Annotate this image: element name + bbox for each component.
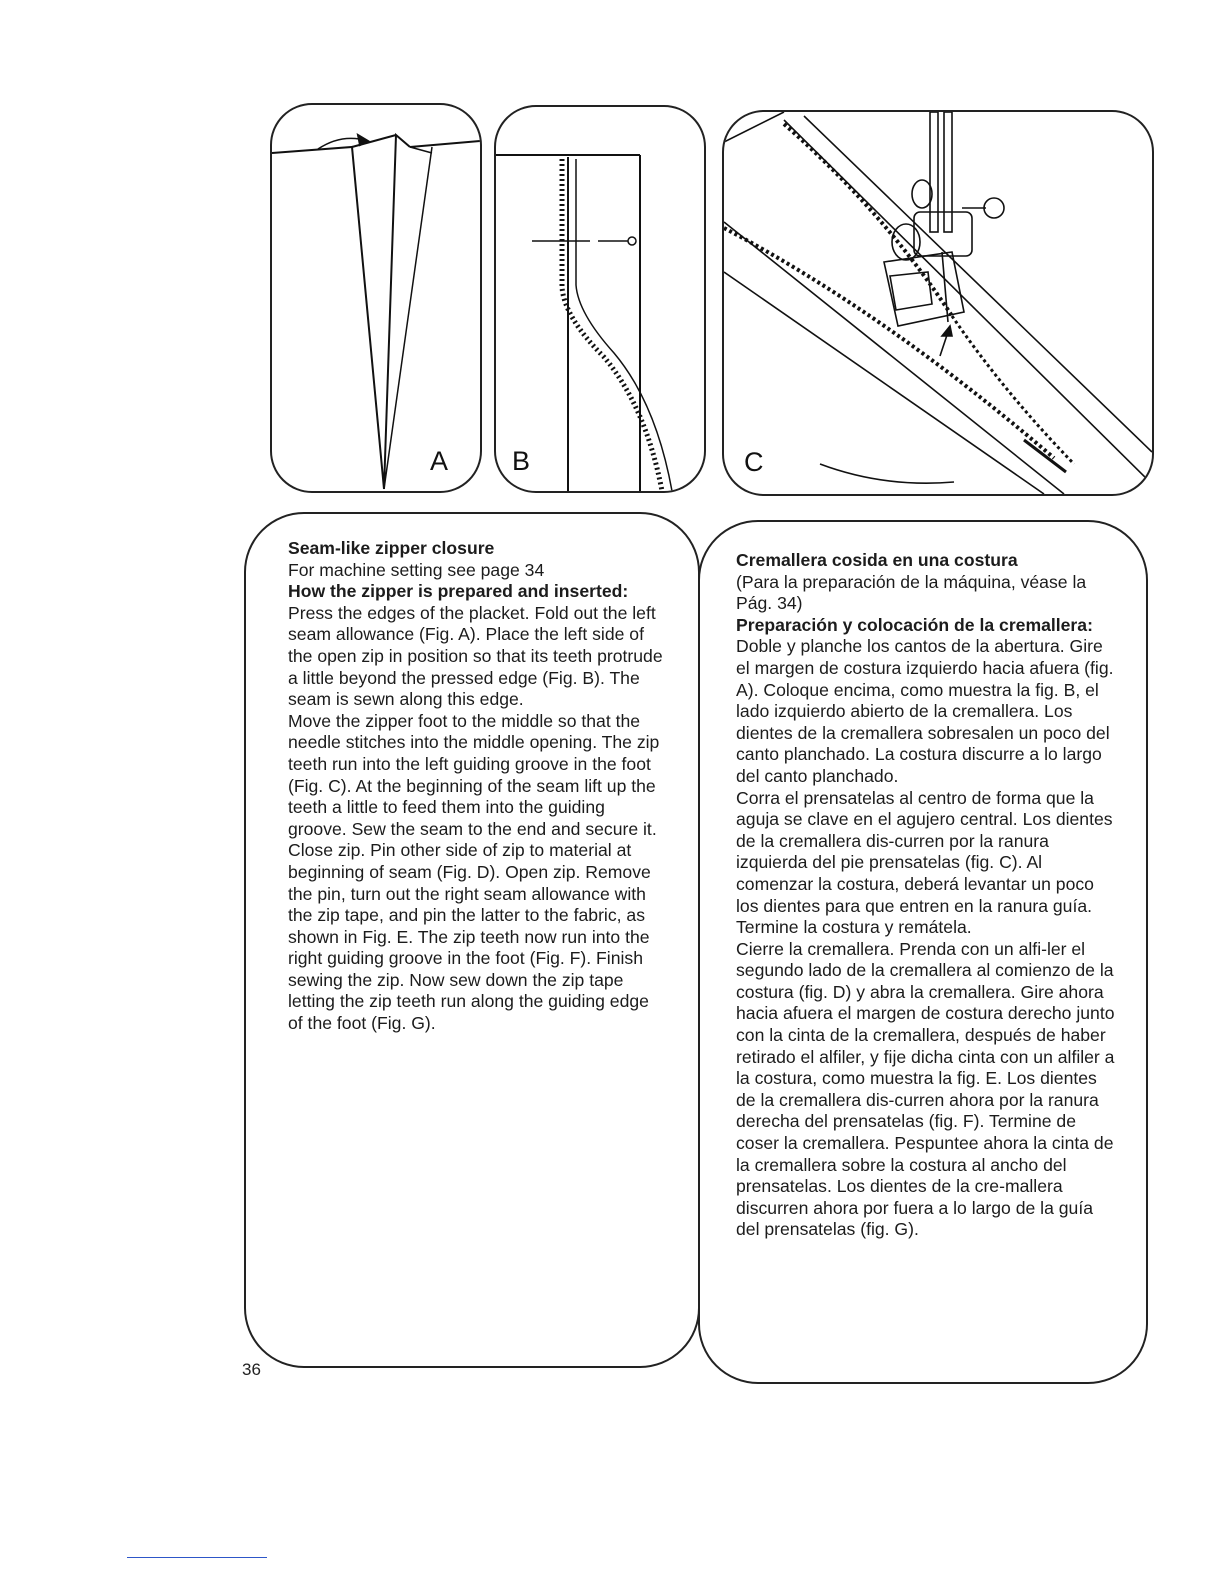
figure-a-label: A xyxy=(430,446,449,476)
spanish-instructions-box xyxy=(698,520,1148,1384)
spanish-instructions-text xyxy=(736,550,1116,1241)
figure-b xyxy=(494,105,706,493)
spanish-paragraph-3: Cierre la cremallera. Prenda con un alfi-ler el segundo lado de la cremallera al comienzo de la costura (fig. D) y abra la cremallera. Gire ahora hacia afuera el margen de costura derecho junto con la cinta de la cremallera, después de haber retirado el alfiler, y fije dicha cinta con un alfiler a la costura, como muestra la fig. E. Los dientes de la cremallera dis-curren ahora por la ranura derecha del prensatelas (fig. F). Termine de coser la cremallera. Pespuntee ahora la cinta de la cremallera sobre la costura al ancho del prensatelas. Los dientes de la cre-mallera discurren ahora por fuera a lo largo de la guía del prensatelas (fig. G). xyxy=(736,938,1115,1240)
figure-c-label: C xyxy=(744,447,764,477)
figure-b-label: B xyxy=(512,446,531,476)
spanish-paragraph-1: Doble y planche los cantos de la abertura. Gire el margen de costura izquierdo hacia afuera (fig. A). Coloque encima, como muestra la fig. B, el lado izquierdo abierto de la cremallera. Los dientes de la cremallera sobresalen un poco del canto planchado. La costura discurre a lo largo del canto planchado. xyxy=(736,636,1114,786)
page-number: 36 xyxy=(242,1360,261,1379)
english-paragraph-3: Close zip. Pin other side of zip to material at beginning of seam (Fig. D). Open zip. Remove the pin, turn out the right seam allowance with the zip tape, and pin the latter to the fabric, as shown in Fig. E. The zip teeth now run into the right guiding groove in the foot (Fig. F). Finish sewing the zip. Now sew down the zip tape letting the zip teeth run along the guiding edge of the foot (Fig. G). xyxy=(288,840,651,1034)
figure-a xyxy=(270,103,482,493)
spanish-title: Cremallera cosida en una costura xyxy=(736,550,1018,570)
english-subheading: How the zipper is prepared and inserted: xyxy=(288,581,629,602)
figure-c xyxy=(722,110,1154,496)
footer-rule xyxy=(127,1557,267,1558)
spanish-subheading: Preparación y colocación de la cremallera: xyxy=(736,614,1093,635)
figure-c-drawing xyxy=(724,112,1152,494)
english-instructions-text xyxy=(288,538,668,1035)
english-title: Seam-like zipper closure xyxy=(288,538,495,558)
spanish-machine-setting: (Para la preparación de la máquina, véase la Pág. 34) xyxy=(736,571,1087,614)
figure-a-drawing xyxy=(272,105,480,491)
english-machine-setting: For machine setting see page 34 xyxy=(288,559,545,580)
english-paragraph-1: Press the edges of the placket. Fold out the left seam allowance (Fig. A). Place the left side of the open zip in position so that its teeth protrude a little beyond the pressed edge (Fig. B). The seam is sewn along this edge. xyxy=(288,602,663,710)
english-instructions-box xyxy=(244,512,700,1368)
figure-b-drawing xyxy=(496,107,704,491)
spanish-paragraph-2: Corra el prensatelas al centro de forma que la aguja se clave en el agujero central. Los dientes de la cremallera dis-curren por la ranura izquierda del pie prensatelas (fig. C). Al comenzar la costura, deberá levantar un poco los dientes para que entren en la ranura guía. Termine la costura y remátela. xyxy=(736,787,1113,938)
english-paragraph-2: Move the zipper foot to the middle so that the needle stitches into the middle opening. The zip teeth run into the left guiding groove in the foot (Fig. C). At the beginning of the seam lift up the teeth a little to feed them into the guiding groove. Sew the seam to the end and secure it. xyxy=(288,710,660,839)
